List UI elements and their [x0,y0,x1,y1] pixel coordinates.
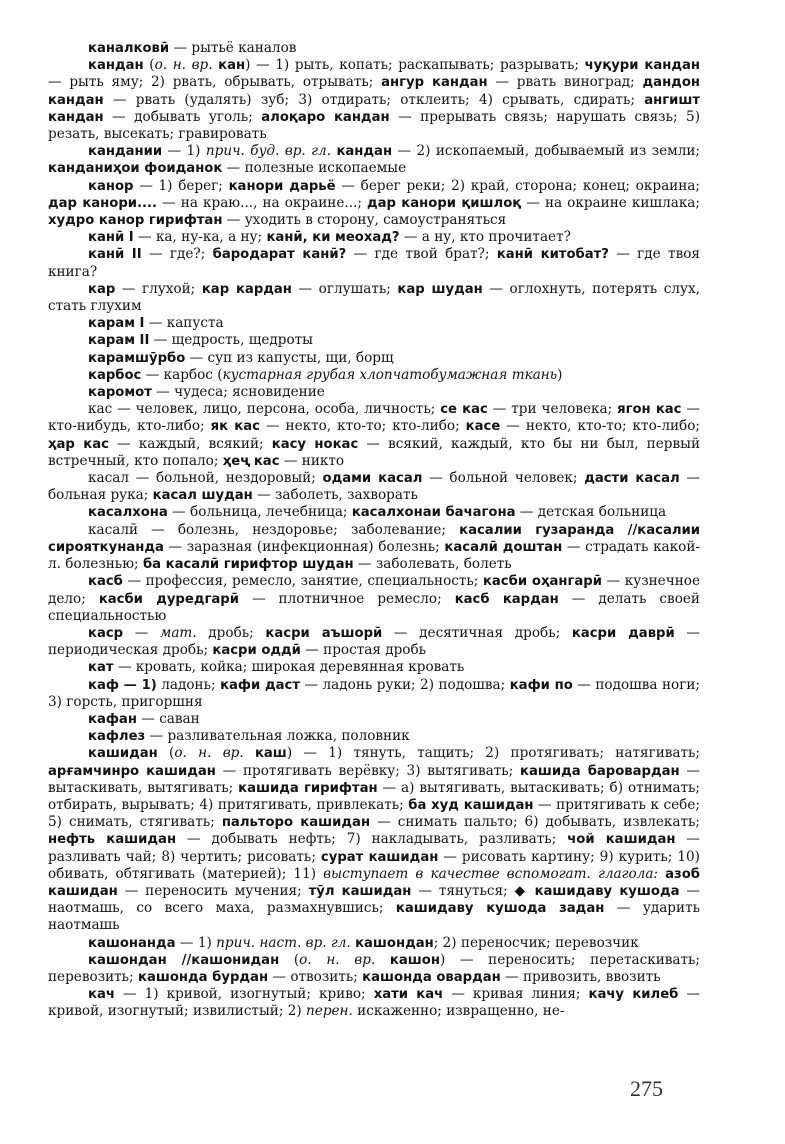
headword-text: канӣ, ки меохад? [266,230,400,246]
headword-text: карамшӯрбо [88,350,186,366]
headword-text: хати кач [373,987,444,1003]
headword-text: кафи даст [220,677,300,693]
definition-text: — добывать уголь; [103,108,262,125]
definition-text: — никто [279,452,345,469]
headword-text: канданиҳои фоиданок [48,161,223,177]
headword-text: кашондан [355,935,434,951]
definition-text: — саван [136,710,200,727]
definition-text: — 1) берег; [133,177,229,194]
definition-text: — страдать какой-л. болезнью; [48,538,700,573]
headword-text: ягон кас [617,402,682,418]
headword-text: ба касалӣ гирифтор шудан [142,557,354,573]
headword-text: каср [88,625,124,641]
definition-text: — детская больница [515,504,667,521]
headword-text: кафи по [509,677,573,693]
grammar-note: прич. наст. вр. гл. [216,934,351,951]
headword-text: каналковӣ [88,41,170,56]
headword-text: дар канори.... [48,195,158,211]
headword-text: касалӣ доштан [444,539,563,555]
headword-text: касу нокас [271,436,359,452]
grammar-note: мат. [160,624,197,641]
headword-text: касалхона [88,505,168,521]
definition-text: дробь; [196,624,266,641]
definition-text: — 1) [162,143,206,160]
headword-text: касб кардан [454,591,559,607]
definition-text [244,745,255,761]
definition-text: — чудеса; ясновидение [151,384,325,401]
definition-text: — оглушать; [291,280,398,297]
dictionary-entry [48,952,700,986]
dictionary-entry [48,573,700,625]
dictionary-entry [48,986,700,1020]
headword-text: касри даврӣ [571,625,675,641]
dictionary-entry [48,229,700,246]
headword-text: кашонда овардан [362,969,501,985]
definition-text: ) — 1) тянуть, тащить; 2) протягивать; натягивать; [286,745,701,762]
definition-text: — оглохнуть, потерять слух, стать глухим [48,280,700,315]
definition-text: — 2) ископаемый, добываемый из земли; [392,143,701,160]
headword-text: пальторо кашидан [221,815,371,831]
headword-text: кандан [88,58,144,74]
dictionary-entry [48,350,700,367]
definition-text: — заразная (инфекционная) болезнь; [163,538,445,555]
definition-text: — отвозить; [268,968,363,985]
grammar-note: о. н. вр. [299,951,376,968]
definition-text: ( [157,745,175,762]
definition-text: — тянуться; ◆ [411,882,535,899]
headword-text: касри оддӣ [212,643,301,659]
headword-text: кафан [88,711,137,727]
headword-text: касб [88,574,123,590]
definition-text: — рисовать картину; 9) курить; 10) обивать, обтягивать (материей); 11) [48,848,700,882]
headword-text: як кас [210,419,260,435]
headword-text: кашида гирифтан [238,780,378,796]
headword-text: кандан [336,144,393,160]
definition-text: — три человека; [487,401,618,418]
definition-text: — каждый, всякий; [108,435,272,452]
headword-text: сурат кашидан [320,849,439,865]
dictionary-entry [48,711,700,728]
headword-text: дандон кандан [48,75,700,108]
definition-text: — глухой; [115,280,202,297]
definition-text: — всякий, каждый, кто бы ни был, первый встречный, кто попало; [48,435,701,469]
definition-text: — где твоя книга? [48,246,700,280]
definition-text: — кузнечное дело; [48,573,700,607]
definition-text: — привозить, ввозить [500,968,661,985]
headword-text: кандании [88,144,163,160]
definition-text: — притягивать к себе; 5) снимать, стягивать; [48,796,700,831]
definition-text [375,952,390,968]
dictionary-entry [48,246,700,280]
headword-text: кар [88,281,116,297]
dictionary-entry [48,57,700,143]
dictionary-entry [48,143,700,177]
definition-text: — ударить наотмашь [48,900,700,934]
dictionary-entry [48,659,700,676]
definition-text: — рвать (удалять) зуб; 3) отдирать; отклеить; 4) срывать, сдирать; [103,91,645,108]
headword-text: кашонда бурдан [138,969,269,985]
definition-text: касалӣ — болезнь, нездоровье; заболевание; [88,521,460,538]
definition-text: — полезные ископаемые [222,160,407,177]
headword-text: каромот [88,385,152,401]
headword-text: канори дарьё [228,178,336,194]
headword-text: каш [254,746,287,762]
definition-text: — плотничное ремесло; [238,590,455,607]
definition-text: ( [143,57,155,74]
headword-text: чуқури кандан [584,58,701,74]
grammar-note: перен. [306,1003,353,1020]
definition-text: — вытаскивать, вытягивать; [48,762,701,796]
headword-text: кашидаву кушода задан [395,901,605,917]
definition-text: — кривая линия; [443,986,589,1003]
dictionary-entry [48,384,700,401]
dictionary-entry [48,401,700,470]
dictionary-entry [48,470,700,504]
definition-text: — капуста [144,315,224,332]
definition-text: касал — больной, нездоровый; [88,470,323,487]
grammar-note: выступает в качестве вспомогат. глагола: [323,865,659,882]
headword-text: се кас [440,402,488,418]
dictionary-entry [48,504,700,521]
dictionary-entry [48,745,700,934]
headword-text: кашонанда [88,935,176,951]
dictionary-entry [48,40,700,57]
definition-text: ладонь; [156,676,221,693]
dictionary-entry [48,367,700,384]
grammar-note: о. н. вр. [174,745,244,762]
definition-text: — 1) [175,934,217,951]
headword-text: кан [218,58,246,74]
definition-text: — уходить в сторону, самоустраняться [222,212,507,229]
headword-text: ангур кандан [381,75,488,91]
definition-text: — ка, ну-ка, а ну; [133,229,267,246]
page-number: 275 [630,1076,663,1101]
definition-text: — рыть яму; 2) рвать, обрывать, отрывать; [48,74,382,91]
headword-text: кашидаву кушода [534,883,680,899]
definition-text: ; 2) переносчик; перевозчик [433,934,639,951]
definition-text: кас — человек, лицо, персона, особа, личность; [88,401,441,418]
headword-text: карам II [88,333,150,349]
grammar-note: о. н. вр. [154,57,213,74]
headword-text: кар кардан [201,281,292,297]
headword-text: ба худ кашидан [408,797,534,813]
headword-text: ангишт кандан [48,92,700,125]
headword-text: кашидан [88,746,158,762]
dictionary-entry [48,625,700,659]
dictionary-entry [48,315,700,332]
headword-text: чой кашидан [567,832,676,848]
headword-text: канӣ II [88,247,142,263]
definition-text: — больница, лечебница; [167,504,352,521]
dictionary-entry [48,332,700,349]
grammar-note: прич. буд. вр. гл. [205,143,332,160]
dictionary-entry [48,677,700,711]
headword-text: кашондан //кашонидан [88,952,280,968]
headword-text: канӣ I [88,230,134,246]
dictionary-entry [48,178,700,230]
headword-text: касри аъшорӣ [265,625,383,641]
headword-text: карам I [88,316,145,332]
headword-text: касал шудан [152,488,253,504]
headword-text: касалии гузаранда //касалии сирояткунанда [48,522,700,555]
headword-text: кашида баровардан [520,763,680,779]
headword-text: кашон [389,952,440,968]
definition-text: — десятичная дробь; [382,624,572,641]
headword-text: карбос [88,367,142,383]
definition-text: — заболевать, болеть [353,556,512,573]
definition-text: — суп из капусты, щи, борщ [185,349,394,366]
headword-text: нефть кашидан [48,832,177,848]
headword-text: канор [88,178,134,194]
definition-text: — снимать пальто; 6) добывать, извлекать; [370,814,700,831]
definition-text: — некто, кто-то; кто-либо; [259,418,466,435]
definition-text: — кто-нибудь, кто-либо; [48,401,701,435]
dictionary-entry [48,935,700,952]
definition-text: — профессия, ремесло, занятие, специальность; [122,573,483,590]
definition-text: — протягивать верёвку; 3) вытягивать; [215,762,521,779]
headword-text: кач [88,987,115,1003]
definition-text: — заболеть, захворать [252,487,418,504]
headword-text: канӣ китобат? [496,247,609,263]
headword-text: касалхонаи бачагона [351,505,516,521]
definition-text: — [123,624,161,641]
definition-text: — больной человек; [422,470,585,487]
definition-text: — а) вытягивать, вытаскивать; б) отнимать; отбирать, вырывать; 4) притягивать, привлекать; [48,779,700,813]
headword-text: тӯл кашидан [308,883,412,899]
headword-text: дар канори қишлоқ [366,195,522,211]
dictionary-page [48,40,700,1021]
definition-text: — на краю..., на окраине...; [157,194,367,211]
headword-text: каф — 1) [88,677,157,693]
definition-text: — прерывать связь; нарушать связь; 5) резать, высекать; гравировать [48,108,700,143]
definition-text: — рвать виноград; [487,74,643,91]
grammar-note: кустарная грубая хлопчатобумажная ткань [222,366,558,383]
definition-text: — берег реки; 2) край, сторона; конец; окраина; [335,177,700,194]
definition-text: — ладонь руки; 2) подошва; [300,676,510,693]
definition-text: — простая дробь [300,642,427,659]
definition-text: — кривой, изогнутый; извилистый; 2) [48,986,700,1020]
headword-text: ҳар кас [48,436,109,452]
definition-text: — делать своей специальностью [48,590,700,624]
dictionary-entry [48,281,700,315]
headword-text: худро канор гирифтан [48,213,223,229]
headword-text: бародарат канӣ? [212,247,347,263]
definition-text: — на окраине кишлака; [521,194,700,211]
definition-text: ) — 1) рыть, копать; раскапывать; разрывать; [245,57,585,74]
definition-text: — щедрость, щедроты [149,332,314,349]
headword-text: качу килеб [588,987,679,1003]
definition-text: — периодическая дробь; [48,624,700,659]
definition-text: ) [557,366,563,383]
headword-text: арғамчинро кашидан [48,763,216,779]
definition-text: — рытьё каналов [169,40,297,56]
headword-text: кат [88,660,114,676]
headword-text: касе [465,419,501,435]
definition-text: — подошва ноги; 3) горсть, пригоршня [48,676,701,710]
definition-text: — разливать чай; 8) чертить; рисовать; [48,831,700,865]
definition-text: искаженно; извращенно, не- [352,1003,565,1020]
headword-text: ҳеҷ кас [222,453,280,469]
headword-text: дасти касал [584,471,680,487]
headword-text: алоқаро кандан [261,109,390,125]
definition-text: ( [279,951,300,968]
definition-text: — некто, кто-то; кто-либо; [500,418,700,435]
definition-text: — больная рука; [48,470,700,504]
dictionary-entry [48,728,700,745]
headword-text: касби дуредгарӣ [98,591,239,607]
headword-text: кафлез [88,729,146,745]
definition-text: — где?; [141,246,213,263]
definition-text: — где твой брат?; [346,246,497,263]
definition-text: — разливательная ложка, половник [145,728,410,745]
definition-text: — добывать нефть; 7) накладывать, разливать; [176,831,568,848]
definition-text: — 1) кривой, изогнутый; криво; [114,986,374,1003]
definition-text: — а ну, кто прочитает? [399,229,571,246]
headword-text: азоб кашидан [48,866,700,899]
definition-text: — переносить мучения; [117,882,309,899]
headword-text: кар шудан [397,281,483,297]
dictionary-entry [48,522,700,574]
definition-text: — карбос ( [141,366,223,383]
headword-text: одами касал [322,471,423,487]
definition-text: — наотмашь, со всего маха, размахнувшись; [48,882,701,917]
definition-text: ) — переносить; перетаскивать; перевозить; [48,951,701,985]
headword-text: касби оҳангарӣ [482,574,602,590]
definition-text: — кровать, койка; широкая деревянная кровать [113,659,465,676]
